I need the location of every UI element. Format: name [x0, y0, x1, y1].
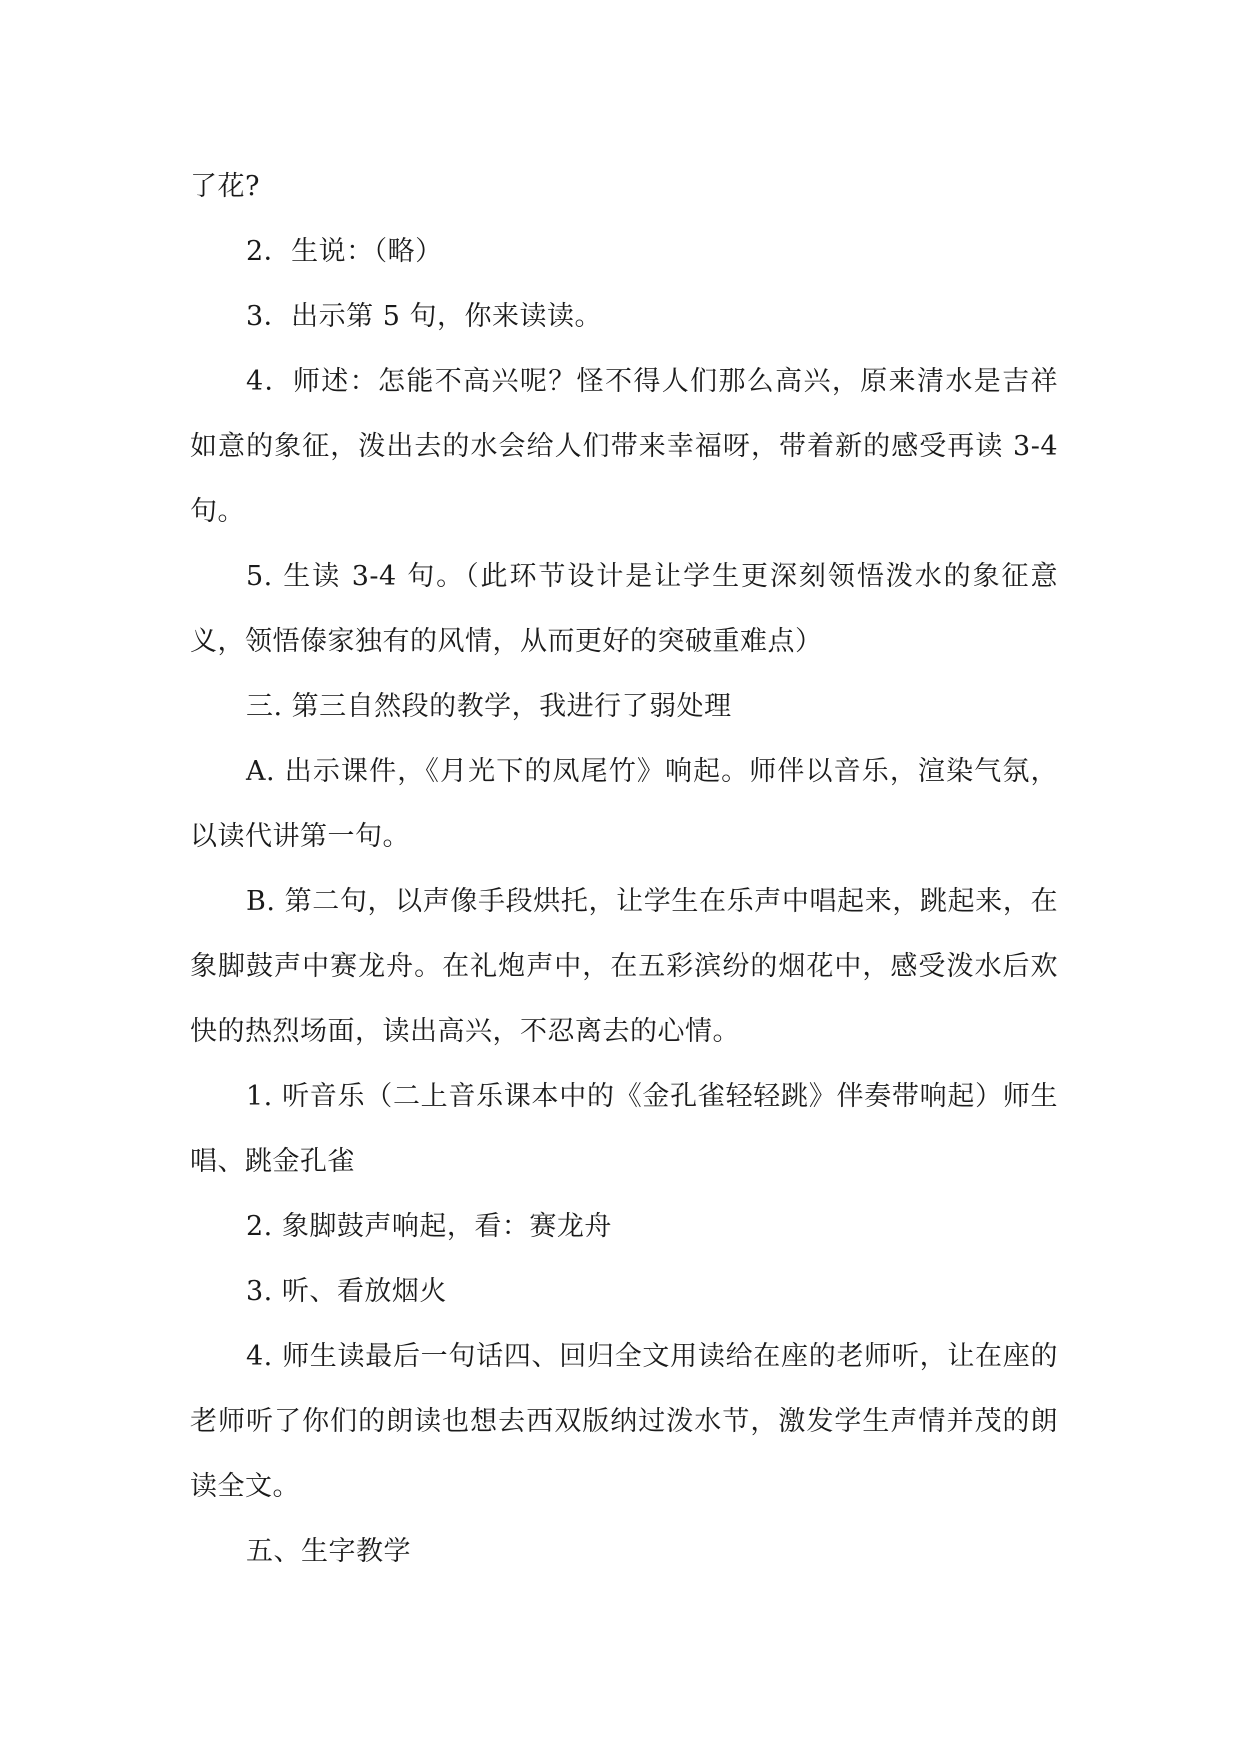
- paragraph-item-4: 4．师述：怎能不高兴呢？怪不得人们那么高兴，原来清水是吉祥如意的象征，泼出去的水会给人们带来幸福呀，带着新的感受再读 3-4 句。: [190, 366, 1058, 527]
- paragraph-subitem-2: 2. 象脚鼓声响起，看：赛龙舟: [246, 1211, 612, 1242]
- paragraph-item-3: 3．出示第 5 句，你来读读。: [246, 301, 603, 332]
- document-body: [190, 154, 1058, 1584]
- paragraph-item-5: 5. 生读 3-4 句。（此环节设计是让学生更深刻领悟泼水的象征意义，领悟傣家独有的风情，从而更好的突破重难点）: [190, 561, 1058, 657]
- paragraph-item-b: B. 第二句，以声像手段烘托，让学生在乐声中唱起来，跳起来，在象脚鼓声中赛龙舟。在礼炮声中，在五彩滨纷的烟花中，感受泼水后欢快的热烈场面，读出高兴，不忍离去的心情。: [190, 886, 1058, 1047]
- section-heading-three: 三. 第三自然段的教学，我进行了弱处理: [246, 691, 732, 722]
- paragraph-continuation: 了花?: [190, 171, 260, 202]
- paragraph-item-a: A. 出示课件，《月光下的凤尾竹》响起。师伴以音乐，渲染气氛，以读代讲第一句。: [190, 756, 1058, 852]
- paragraph-subitem-1: 1. 听音乐（二上音乐课本中的《金孔雀轻轻跳》伴奏带响起）师生唱、跳金孔雀: [190, 1081, 1058, 1177]
- section-heading-five: 五、生字教学: [246, 1536, 411, 1567]
- paragraph-item-2: 2．生说：（略）: [246, 236, 443, 267]
- paragraph-subitem-4: 4. 师生读最后一句话四、回归全文用读给在座的老师听，让在座的老师听了你们的朗读也想去西双版纳过泼水节，激发学生声情并茂的朗读全文。: [190, 1341, 1058, 1502]
- paragraph-subitem-3: 3. 听、看放烟火: [246, 1276, 447, 1307]
